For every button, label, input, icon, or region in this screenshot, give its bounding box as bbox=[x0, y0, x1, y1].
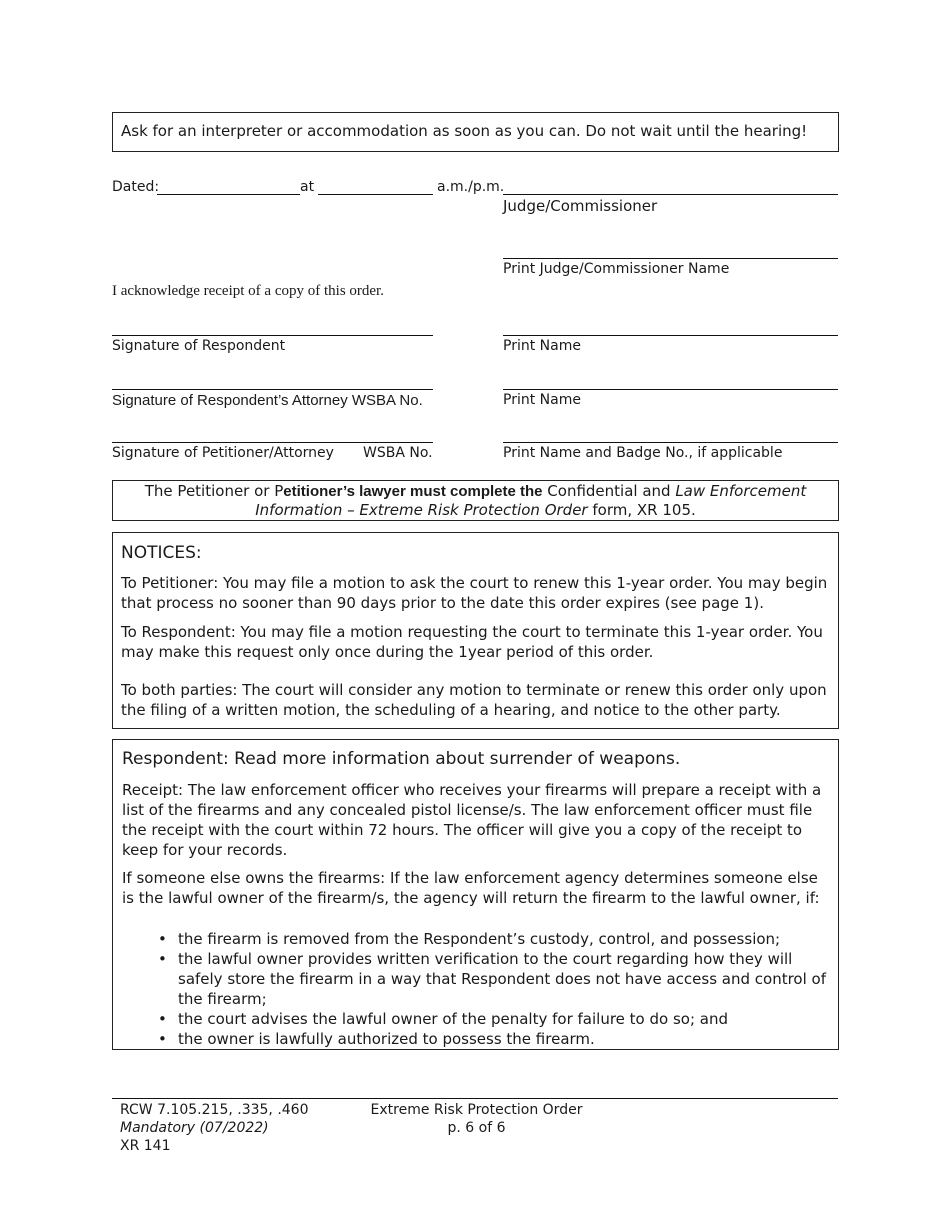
wsba-label: WSBA No. bbox=[363, 445, 433, 461]
petitioner-instruction-part5: form, XR 105. bbox=[587, 501, 696, 519]
petitioner-signature-line[interactable] bbox=[112, 442, 433, 443]
receipt-text: The law enforcement officer who receives your firearms will prepare a receipt with a list of the firearms and any concealed pistol license/s. The law enforcement officer must file the receipt with the court within 72 hours. The officer will give you a copy of the receipt to keep for your records. bbox=[122, 781, 822, 859]
ampm-label: a.m./p.m. bbox=[437, 179, 505, 195]
owner-label: If someone else owns the firearms: bbox=[122, 869, 386, 887]
acknowledge-text: I acknowledge receipt of a copy of this order. bbox=[112, 283, 384, 299]
judge-label: Judge/Commissioner bbox=[503, 197, 658, 215]
bullet-icon: • bbox=[158, 1030, 167, 1048]
attorney-signature-line[interactable] bbox=[112, 389, 433, 390]
list-item bbox=[122, 949, 834, 1009]
list-item bbox=[122, 1009, 834, 1029]
petitioner-instruction-part1: The Petitioner or P bbox=[144, 482, 284, 500]
print-name-label-1: Print Name bbox=[503, 338, 581, 354]
petitioner-instruction-bold: etitioner’s lawyer must complete the bbox=[283, 483, 543, 500]
print-name-line-1[interactable] bbox=[503, 335, 838, 336]
print-badge-label: Print Name and Badge No., if applicable bbox=[503, 445, 783, 461]
footer-rule bbox=[112, 1098, 838, 1099]
petitioner-instruction-part3: Confidential and bbox=[542, 482, 676, 500]
interpreter-notice: Ask for an interpreter or accommodation as soon as you can. Do not wait until the hearing! bbox=[121, 122, 808, 140]
dated-label: Dated: bbox=[112, 179, 160, 195]
list-item bbox=[122, 1029, 834, 1049]
notices-box bbox=[112, 532, 839, 729]
print-name-label-2: Print Name bbox=[503, 392, 581, 408]
notice-petitioner bbox=[121, 573, 833, 613]
owner-conditions-list bbox=[122, 929, 834, 1049]
condition-text: the court advises the lawful owner of the penalty for failure to do so; and bbox=[178, 1010, 728, 1028]
notice-both-label: To both parties: bbox=[121, 681, 238, 699]
notice-respondent-text: You may file a motion requesting the court to terminate this 1-year order. You may make this request only once during the 1year period of this order. bbox=[121, 623, 823, 661]
print-judge-line[interactable] bbox=[503, 258, 838, 259]
notices-heading: NOTICES: bbox=[121, 543, 202, 563]
footer-page-number: p. 6 of 6 bbox=[447, 1120, 506, 1136]
print-judge-label: Print Judge/Commissioner Name bbox=[503, 261, 730, 277]
notice-both-text: The court will consider any motion to terminate or renew this order only upon the filing of a written motion, the scheduling of a hearing, and notice to the other party. bbox=[121, 681, 827, 719]
at-label: at bbox=[300, 179, 315, 195]
bullet-icon: • bbox=[158, 1010, 167, 1028]
interpreter-notice-box bbox=[112, 112, 839, 152]
list-item bbox=[122, 929, 834, 949]
notice-petitioner-text: You may file a motion to ask the court to renew this 1-year order. You may begin that process no sooner than 90 days prior to the date this order expires (see page 1). bbox=[121, 574, 828, 612]
notice-petitioner-label: To Petitioner: bbox=[121, 574, 219, 592]
receipt-label: Receipt: bbox=[122, 781, 184, 799]
condition-text: the firearm is removed from the Respondent’s custody, control, and possession; bbox=[178, 930, 781, 948]
time-line[interactable] bbox=[318, 194, 433, 195]
notice-respondent bbox=[121, 622, 833, 662]
owner-text: If the law enforcement agency determines someone else is the lawful owner of the firearm/s, the agency will return the firearm to the lawful owner, if: bbox=[122, 869, 820, 907]
footer-form-number: XR 141 bbox=[120, 1138, 171, 1154]
footer-title: Extreme Risk Protection Order bbox=[370, 1102, 583, 1118]
owner-paragraph bbox=[122, 868, 834, 908]
condition-text: the lawful owner provides written verification to the court regarding how they will safely store the firearm in a way that Respondent does not have access and control of the firearm; bbox=[178, 950, 826, 1008]
footer-mandatory: Mandatory (07/2022) bbox=[120, 1120, 269, 1136]
petitioner-instruction-box bbox=[112, 480, 839, 521]
receipt-paragraph bbox=[122, 780, 834, 860]
bullet-icon: • bbox=[158, 930, 167, 948]
respondent-signature-label: Signature of Respondent bbox=[112, 338, 286, 354]
judge-signature-line[interactable] bbox=[503, 194, 838, 195]
attorney-signature-label: Signature of Respondent’s Attorney WSBA No. bbox=[112, 392, 423, 409]
petitioner-signature-label: Signature of Petitioner/Attorney bbox=[112, 445, 334, 461]
petitioner-instruction-text bbox=[113, 482, 838, 520]
bullet-icon: • bbox=[158, 950, 167, 968]
weapons-heading: Respondent: Read more information about surrender of weapons. bbox=[122, 749, 681, 769]
notice-respondent-label: To Respondent: bbox=[121, 623, 236, 641]
date-line[interactable] bbox=[157, 194, 300, 195]
print-name-line-2[interactable] bbox=[503, 389, 838, 390]
weapons-box bbox=[112, 739, 839, 1050]
law-enforcement-form-title: Law Enforcement Information – Extreme Risk Protection Order bbox=[255, 482, 807, 519]
respondent-signature-line[interactable] bbox=[112, 335, 433, 336]
condition-text: the owner is lawfully authorized to possess the firearm. bbox=[178, 1030, 595, 1048]
notice-both-parties bbox=[121, 680, 833, 720]
print-badge-line[interactable] bbox=[503, 442, 838, 443]
footer-rcw: RCW 7.105.215, .335, .460 bbox=[120, 1102, 309, 1118]
